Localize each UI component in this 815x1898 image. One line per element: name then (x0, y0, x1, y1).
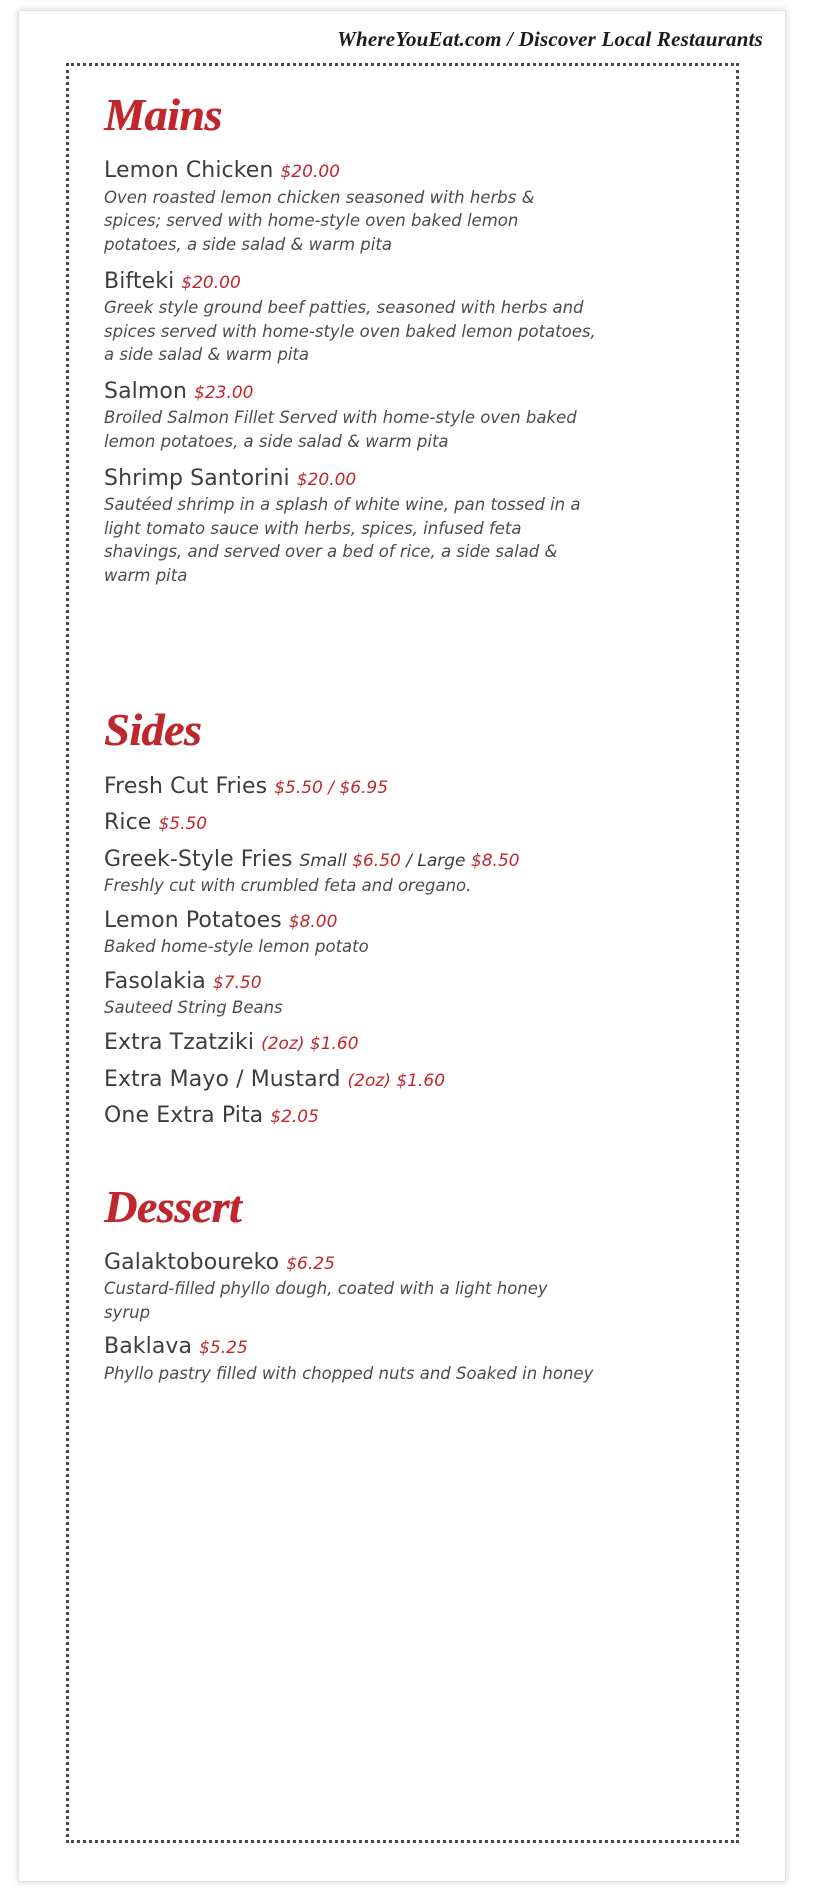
menu-item (104, 1066, 704, 1094)
menu-item-name: Lemon Potatoes (104, 907, 282, 933)
menu-item-head (104, 465, 704, 493)
menu-item-name: Shrimp Santorini (104, 465, 290, 491)
menu-item-name: Greek-Style Fries (104, 846, 293, 872)
price-large-label: Large (417, 850, 466, 871)
menu-item-price: $23.00 (194, 382, 254, 403)
menu-item-name: Salmon (104, 378, 187, 404)
price-large-value: $8.50 (470, 850, 520, 871)
menu-item-head (104, 907, 704, 935)
menu-item-description: Greek style ground beef patties, seasoned with herbs and spices served with home-style oven baked lemon potatoes, a side salad & warm pita (104, 298, 596, 365)
menu-item-description: Sauteed String Beans (104, 998, 283, 1018)
menu-item-description: Freshly cut with crumbled feta and oregano. (104, 876, 472, 896)
menu-item-price: $7.50 (212, 972, 262, 993)
menu-item (104, 157, 704, 256)
menu-item-price: $20.00 (296, 469, 357, 490)
menu-item-head (104, 378, 704, 406)
menu-page (18, 10, 786, 1882)
menu-item-head (104, 846, 704, 874)
menu-item (104, 1029, 704, 1057)
menu-item-head (104, 968, 704, 996)
menu-item (104, 907, 704, 959)
menu-item (104, 268, 704, 367)
price-small-value: $6.50 (352, 850, 401, 871)
menu-item-name: Lemon Chicken (104, 158, 274, 184)
menu-item-head (104, 1066, 704, 1094)
menu-item (104, 1249, 704, 1325)
menu-item (104, 846, 704, 898)
menu-item-head (104, 773, 704, 801)
menu-item-head (104, 157, 704, 185)
section-title-sides: Sides (104, 704, 202, 756)
menu-item (104, 378, 704, 454)
menu-item-price-range (300, 851, 520, 871)
menu-item-name: Extra Tzatziki (104, 1030, 255, 1055)
menu-item-head (104, 1249, 704, 1277)
menu-item-price: (2oz) $1.60 (347, 1070, 446, 1091)
menu-item-head (104, 1333, 704, 1361)
menu-item-name: Extra Mayo / Mustard (104, 1066, 341, 1092)
menu-item-description: Baked home-style lemon potato (104, 937, 369, 957)
menu-content (104, 91, 704, 1395)
site-header: WhereYouEat.com / Discover Local Restaurants (337, 27, 763, 51)
price-separator: / (406, 850, 412, 871)
menu-item (104, 773, 704, 801)
menu-item (104, 968, 704, 1020)
menu-item-name: Baklava (104, 1334, 193, 1360)
menu-item (104, 1102, 704, 1130)
menu-item-head (104, 1102, 704, 1130)
menu-item-price: $20.00 (181, 272, 241, 293)
menu-item-price: $5.25 (199, 1338, 248, 1359)
section-spacer (104, 1139, 704, 1183)
price-small-label: Small (299, 850, 347, 871)
menu-item (104, 809, 704, 837)
menu-item-name: Fresh Cut Fries (104, 773, 268, 799)
menu-item-head (104, 268, 704, 296)
menu-item-name: Bifteki (104, 268, 175, 294)
menu-item-description: Oven roasted lemon chicken seasoned with herbs & spices; served with home-style oven baked lemon potatoes, a side salad & warm pita (104, 187, 535, 254)
menu-item-description: Sautéed shrimp in a splash of white wine, pan tossed in a light tomato sauce with herbs, spices, infused feta shavings, and served over a bed of rice, a side salad & warm pita (104, 495, 581, 585)
menu-item-name: Rice (104, 810, 152, 836)
menu-item-description: Broiled Salmon Fillet Served with home-style oven baked lemon potatoes, a side salad & warm pita (104, 408, 577, 451)
menu-item (104, 465, 704, 588)
menu-item-price: $2.05 (270, 1107, 319, 1127)
menu-item-name: One Extra Pita (104, 1103, 264, 1128)
menu-item-head (104, 809, 704, 837)
menu-item-head (104, 1029, 704, 1057)
menu-item-description: Custard-filled phyllo dough, coated with a light honey syrup (104, 1279, 548, 1322)
menu-item-name: Galaktoboureko (104, 1249, 280, 1275)
section-title-mains: Mains (104, 89, 222, 140)
menu-item-name: Fasolakia (104, 968, 206, 994)
section-title-dessert: Dessert (104, 1180, 242, 1232)
menu-item-description: Phyllo pastry filled with chopped nuts and Soaked in honey (104, 1363, 594, 1383)
menu-item-price: $20.00 (280, 162, 340, 183)
menu-item-price: $8.00 (288, 911, 338, 932)
menu-item-price: $6.25 (286, 1253, 335, 1274)
menu-item-price: $5.50 (158, 814, 208, 835)
menu-item (104, 1333, 704, 1385)
menu-item-price: $5.50 / $6.95 (274, 777, 389, 798)
menu-item-price: (2oz) $1.60 (261, 1034, 359, 1054)
section-spacer (104, 598, 704, 706)
